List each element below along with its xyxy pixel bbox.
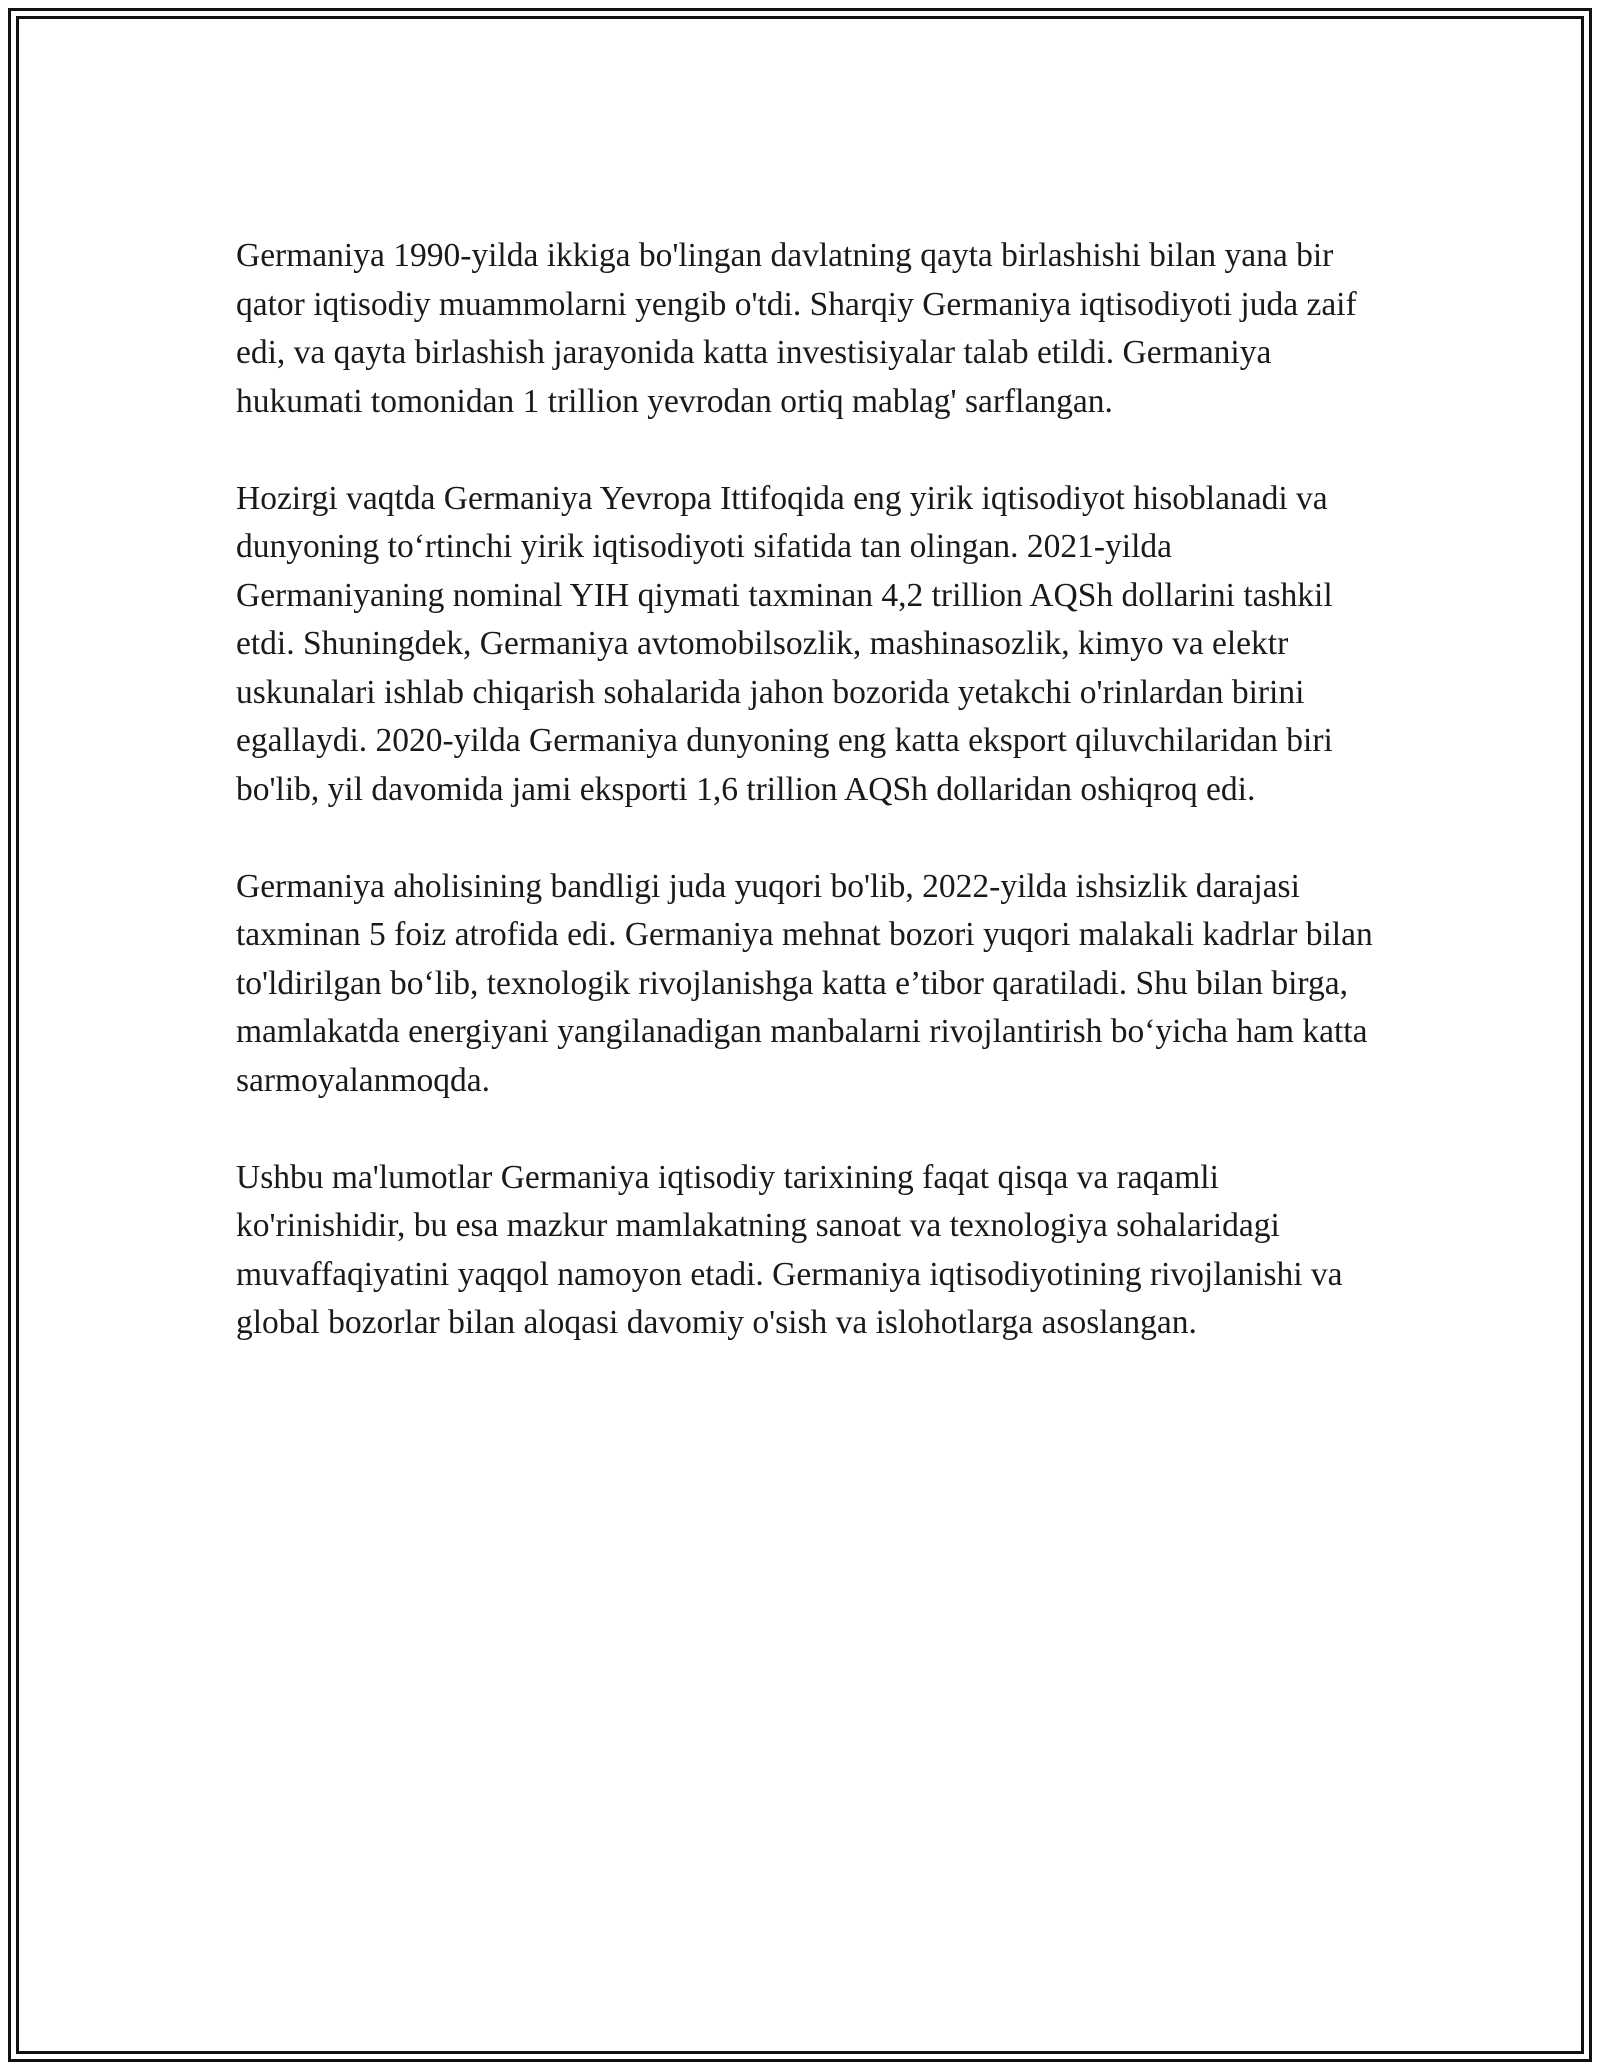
paragraph-employment: Germaniya aholisining bandligi juda yuqori bo'lib, 2022-yilda ishsizlik darajasi taxminan 5 foiz atrofida edi. Germaniya mehnat bozori yuqori malakali kadrlar bilan to'ldirilgan bo‘lib, texnologik rivojlanishga katta e’tibor qaratiladi. Shu bilan birga, mamlakatda energiyani yangilanadigan manbalarni rivojlantirish bo‘yicha ham katta sarmoyalanmoqda.: [236, 867, 1373, 1099]
paragraph-conclusion: Ushbu ma'lumotlar Germaniya iqtisodiy tarixining faqat qisqa va raqamli ko'rinishidir, bu esa mazkur mamlakatning sanoat va texnologiya sohalaridagi muvaffaqiyatini yaqqol namoyon etadi. Germaniya iqtisodiyotining rivojlanishi va global bozorlar bilan aloqasi davomiy o'sish va islohotlarga asoslangan.: [236, 1158, 1343, 1341]
document-body: [236, 232, 1376, 1396]
paragraph-current-economy: Hozirgi vaqtda Germaniya Yevropa Ittifoqida eng yirik iqtisodiyot hisoblanadi va dunyoning to‘rtinchi yirik iqtisodiyoti sifatida tan olingan. 2021-yilda Germaniyaning nominal YIH qiymati taxminan 4,2 trillion AQSh dollarini tashkil etdi. Shuningdek, Germaniya avtomobilsozlik, mashinasozlik, kimyo va elektr uskunalari ishlab chiqarish sohalarida jahon bozorida yetakchi o'rinlardan birini egallaydi. 2020-yilda Germaniya dunyoning eng katta eksport qiluvchilaridan biri bo'lib, yil davomida jami eksporti 1,6 trillion AQSh dollaridan oshiqroq edi.: [236, 479, 1333, 808]
paragraph-reunification: Germaniya 1990-yilda ikkiga bo'lingan davlatning qayta birlashishi bilan yana bir qator iqtisodiy muammolarni yengib o'tdi. Sharqiy Germaniya iqtisodiyoti juda zaif edi, va qayta birlashish jarayonida katta investisiyalar talab etildi. Germaniya hukumati tomonidan 1 trillion yevrodan ortiq mablag' sarflangan.: [236, 237, 1357, 420]
